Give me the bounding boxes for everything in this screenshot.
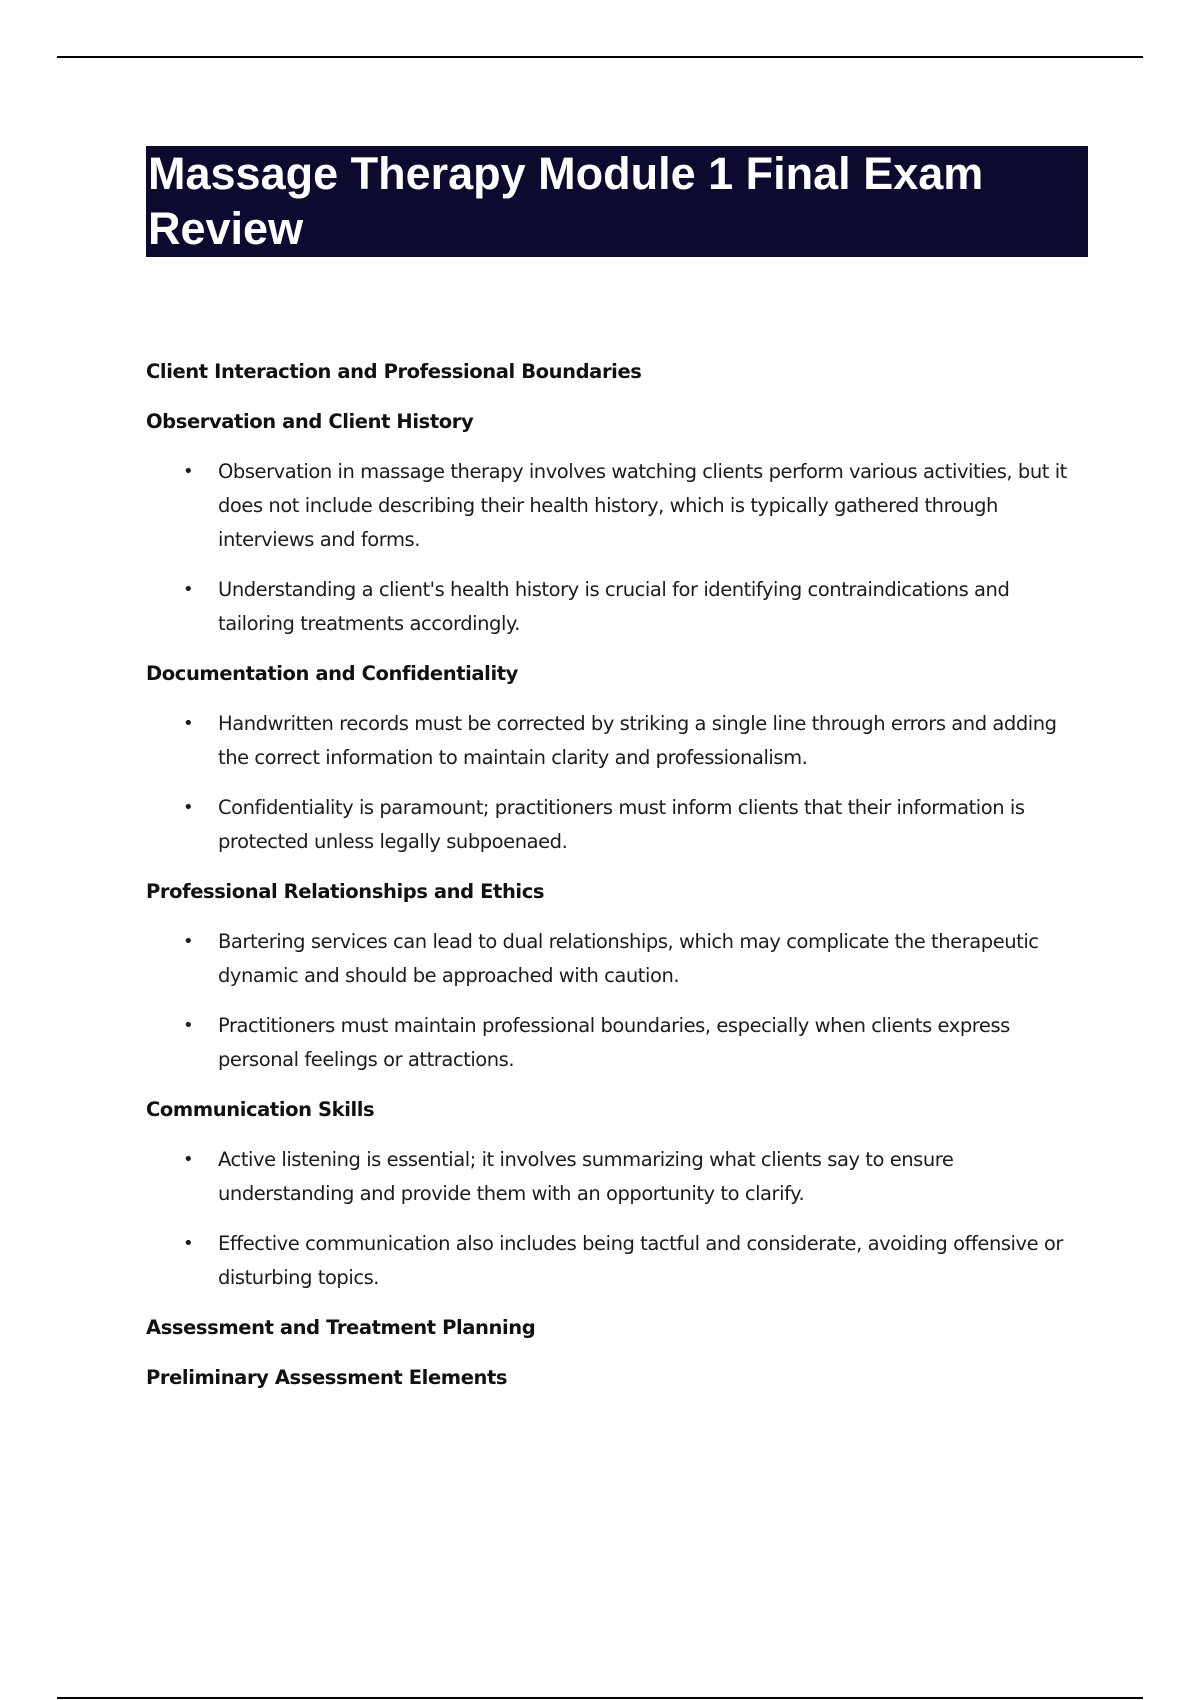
- bullet-icon: •: [183, 461, 194, 482]
- section-heading: Preliminary Assessment Elements: [146, 1366, 508, 1389]
- bullet-icon: •: [183, 931, 194, 952]
- bullet-icon: •: [183, 1015, 194, 1036]
- page-title: Massage Therapy Module 1 Final Exam Review: [148, 148, 984, 254]
- bullet-list: [146, 707, 1088, 859]
- bullet-list: [146, 925, 1088, 1077]
- bullet-icon: •: [183, 1233, 194, 1254]
- list-item: [146, 1009, 1088, 1077]
- list-item-text: Observation in massage therapy involves watching clients perform various activities, but it does not include describing their health history, which is typically gathered through interviews and forms.: [218, 460, 1067, 551]
- list-item-text: Understanding a client's health history is crucial for identifying contraindications and tailoring treatments accordingly.: [218, 578, 1010, 635]
- list-item: [146, 1227, 1088, 1295]
- section-heading: Client Interaction and Professional Boundaries: [146, 360, 642, 383]
- section-heading: Professional Relationships and Ethics: [146, 880, 545, 903]
- list-item: [146, 573, 1088, 641]
- bullet-icon: •: [183, 797, 194, 818]
- list-item-text: Practitioners must maintain professional boundaries, especially when clients express personal feelings or attractions.: [218, 1014, 1010, 1071]
- list-item: [146, 1143, 1088, 1211]
- section-heading: Observation and Client History: [146, 410, 474, 433]
- section-heading: Communication Skills: [146, 1098, 375, 1121]
- list-item: [146, 707, 1088, 775]
- list-item-text: Effective communication also includes being tactful and considerate, avoiding offensive or disturbing topics.: [218, 1232, 1063, 1289]
- bullet-icon: •: [183, 579, 194, 600]
- top-rule: [57, 56, 1143, 58]
- list-item: [146, 455, 1088, 557]
- list-item-text: Handwritten records must be corrected by striking a single line through errors and adding the correct information to maintain clarity and professionalism.: [218, 712, 1057, 769]
- list-item: [146, 791, 1088, 859]
- list-item-text: Active listening is essential; it involves summarizing what clients say to ensure understanding and provide them with an opportunity to clarify.: [218, 1148, 954, 1205]
- bullet-icon: •: [183, 713, 194, 734]
- list-item: [146, 925, 1088, 993]
- document-body: [146, 355, 1088, 1411]
- bullet-icon: •: [183, 1149, 194, 1170]
- bullet-list: [146, 1143, 1088, 1295]
- bottom-rule: [57, 1697, 1143, 1699]
- bullet-list: [146, 455, 1088, 641]
- list-item-text: Confidentiality is paramount; practitioners must inform clients that their information is protected unless legally subpoenaed.: [218, 796, 1025, 853]
- title-banner: [146, 146, 1088, 257]
- list-item-text: Bartering services can lead to dual relationships, which may complicate the therapeutic dynamic and should be approached with caution.: [218, 930, 1039, 987]
- section-heading: Documentation and Confidentiality: [146, 662, 518, 685]
- section-heading: Assessment and Treatment Planning: [146, 1316, 536, 1339]
